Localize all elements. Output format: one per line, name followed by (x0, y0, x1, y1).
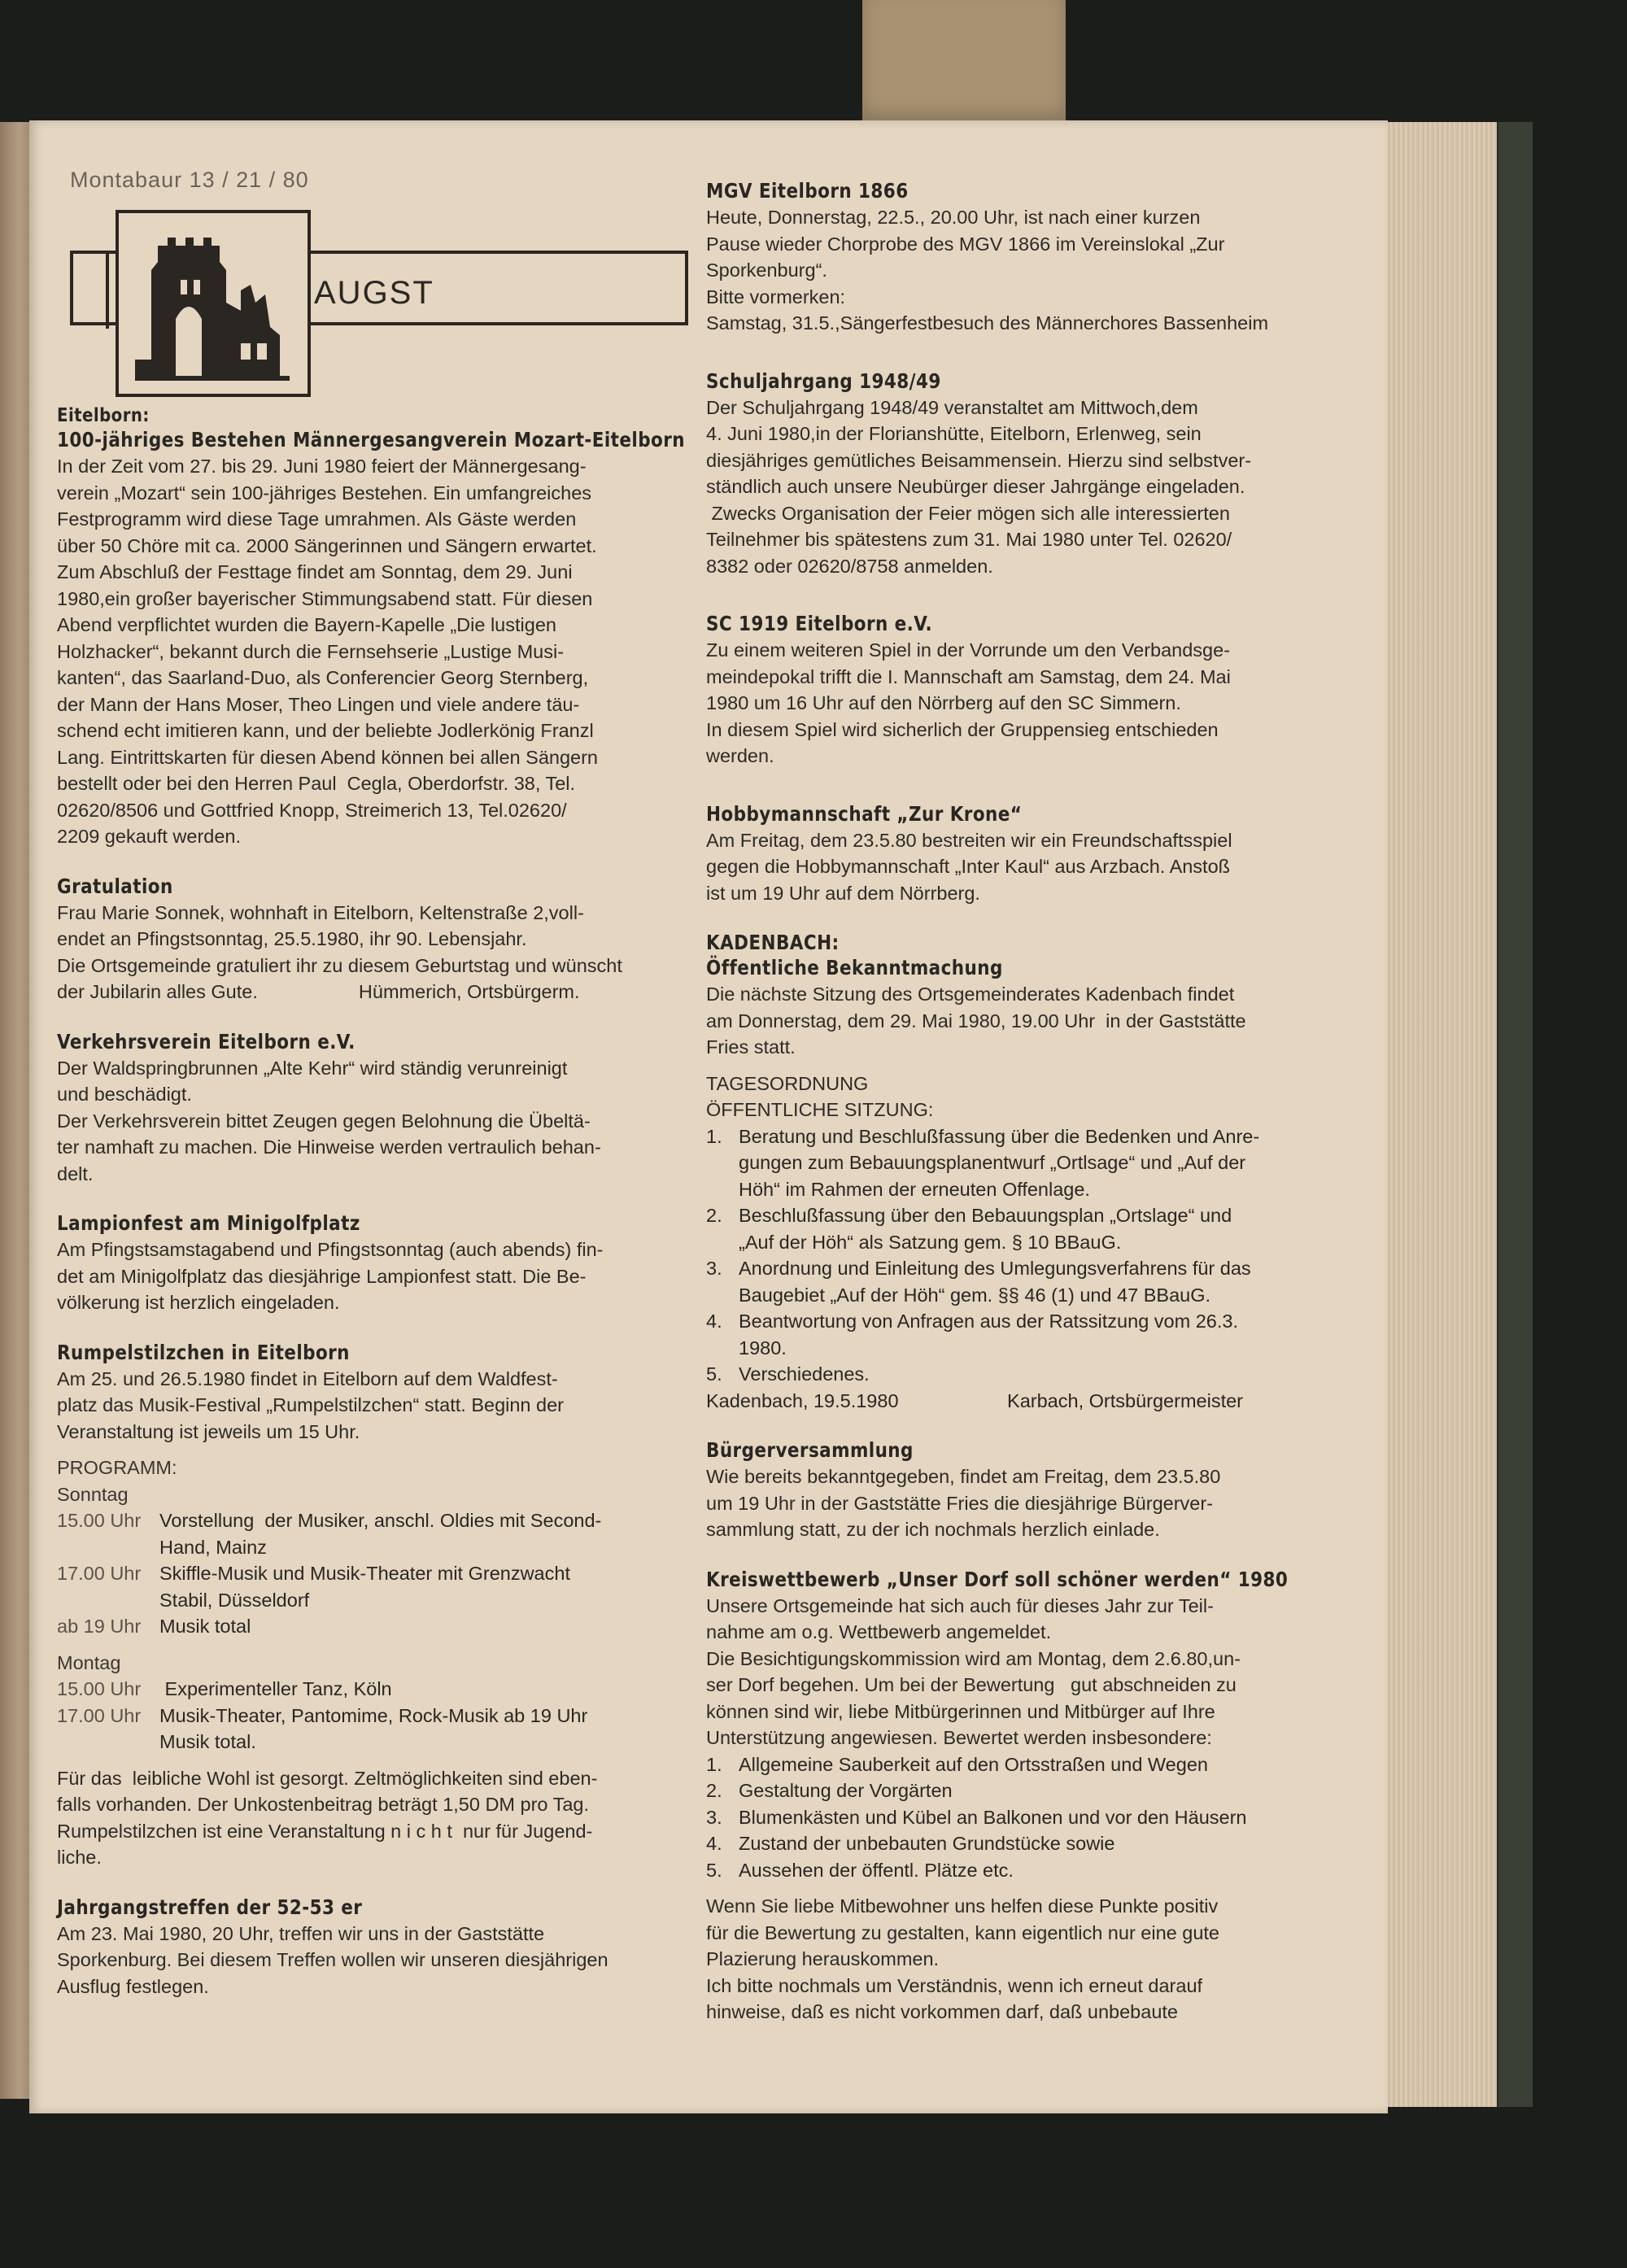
header-divider (106, 254, 109, 329)
verkehrsverein-text: Der Waldspringbrunnen „Alte Kehr“ wird ständig verunreinigt und beschädigt. Der Verkehrsverein bittet Zeugen gegen Belohnung die Übeltä- ter namhaft zu machen. Die Hinweise werden vertraulich behan- delt. (57, 1057, 601, 1184)
gratulation-text: Frau Marie Sonnek, wohnhaft in Eitelborn, Keltenstraße 2,voll- endet an Pfingstsonntag, 25.5.1980, ihr 90. Lebensjahr. Die Ortsgemeinde gratuliert ihr zu diesem Geburtstag und wünscht der Jubilarin alles Gute. Hümmerich, Ortsbürgerm. (57, 901, 622, 1002)
agenda-item (706, 1255, 1373, 1308)
criteria-text: Blumenkästen und Kübel an Balkonen und vor den Häusern (739, 1806, 1247, 1828)
criteria-text: Allgemeine Sauberkeit auf den Ortsstraßen und Wegen (739, 1753, 1208, 1775)
sonntag-program (57, 1507, 708, 1640)
left-column (57, 405, 708, 2000)
bekanntmachung-title: Öffentliche Bekanntmachung (706, 956, 1003, 979)
paper-tab (862, 0, 1066, 122)
agenda-text: Beratung und Beschlußfassung über die Bedenken und Anre- gungen zum Bebauungsplanentwurf „Ortlsage“ und „Auf der Höh“ im Rahmen der erneuten Offenlage. (739, 1125, 1260, 1200)
page-number: Montabaur 13 / 21 / 80 (70, 168, 309, 192)
montag-program (57, 1676, 708, 1756)
agenda-text: Verschiedenes. (739, 1363, 870, 1385)
criteria-list (706, 1751, 1373, 1884)
agenda-item (706, 1308, 1373, 1361)
rumpelstilzchen-text: Am 25. und 26.5.1980 findet in Eitelborn auf dem Waldfest- platz das Musik-Festival „Rumpelstilzchen“ statt. Beginn der Veranstaltung ist jeweils um 15 Uhr. (57, 1367, 564, 1442)
mozart-article-text: In der Zeit vom 27. bis 29. Juni 1980 feiert der Männergesang- verein „Mozart“ sein 100-jähriges Bestehen. Ein umfangreiches Festprogramm wird diese Tage umrahmen. Als Gäste werden über 50 Chöre mit ca. 2000 Sängerinnen und Sängern erwartet. Zum Abschluß der Festtage findet am Sonntag, dem 29. Juni 1980,ein großer bayerischer Stimmungsabend statt. Für diesen Abend verpflichtet wurden die Bayern-Kapelle „Die lustigen Holzhacker“, bekannt durch die Fernsehserie „Lustige Musi- kanten“, das Saarland-Duo, als Conferencier Georg Sternberg, der Mann der Hans Moser, Theo Lingen und viele andere täu- schend echt imitieren kann, und der beliebte Jodlerkönig Franzl Lang. Eintrittskarten für diesen Abend können bei allen Sängern bestellt oder bei den Herren Paul Cegla, Oberdorfstr. 38, Tel. 02620/8506 und Gottfried Knopp, Streimerich 13, Tel.02620/ 2209 gekauft werden. (57, 456, 598, 847)
buergerversammlung-text: Wie bereits bekanntgegeben, findet am Freitag, dem 23.5.80 um 19 Uhr in der Gaststätte Fries die diesjährige Bürgerver- sammlung statt, zu der ich nochmals herzlich einlade. (706, 1466, 1221, 1540)
program-act: Vorstellung der Musiker, anschl. Oldies mit Second- Hand, Mainz (159, 1510, 602, 1558)
gratulation-title: Gratulation (57, 874, 173, 898)
program-time: 17.00 Uhr (57, 1563, 142, 1584)
agenda-num: 4. (706, 1311, 722, 1332)
facing-page-edge (0, 122, 33, 2099)
program-act: Musik-Theater, Pantomime, Rock-Musik ab 19 Uhr Musik total. (159, 1704, 588, 1752)
kreiswettbewerb-text: Unsere Ortsgemeinde hat sich auch für dieses Jahr zur Teil- nahme am o.g. Wettbewerb angemeldet. Die Besichtigungskommission wird am Montag, dem 2.6.80,un- ser Dorf begehen. Um bei der Bewertung gut abschneiden zu können sind wir, liebe Mitbürgerinnen und Mitbürger auf Ihre Unterstützung angewiesen. Bewertet werden insbesondere: (706, 1594, 1241, 1748)
agenda-num: 1. (706, 1125, 722, 1147)
program-time: 15.00 Uhr (57, 1678, 142, 1699)
criteria-num: 5. (706, 1859, 722, 1881)
verkehrsverein-title: Verkehrsverein Eitelborn e.V. (57, 1029, 355, 1053)
agenda-text: Beschlußfassung über den Bebauungsplan „Ortslage“ und „Auf der Höh“ als Satzung gem. § 10 BBauG. (739, 1205, 1232, 1253)
criteria-item (706, 1804, 1373, 1831)
agenda-num: 3. (706, 1258, 722, 1279)
kreiswettbewerb-closing: Wenn Sie liebe Mitbewohner uns helfen diese Punkte positiv für die Bewertung zu gestalten, kann eigentlich nur eine gute Plazierung herauskommen. Ich bitte nochmals um Verständnis, wenn ich erneut darauf hinweise, daß es nicht vorkommen darf, daß unbebaute (706, 1895, 1220, 2022)
binder-spine (1497, 122, 1533, 2107)
page-stack-edges (1383, 122, 1498, 2107)
criteria-text: Aussehen der öffentl. Plätze etc. (739, 1859, 1014, 1881)
program-act: Musik total (159, 1616, 251, 1637)
sonntag-label: Sonntag (57, 1483, 129, 1505)
header-title: AUGST (314, 275, 434, 311)
program-act: Skiffle-Musik und Musik-Theater mit Grenzwacht Stabil, Düsseldorf (159, 1563, 570, 1611)
program-time: 15.00 Uhr (57, 1510, 142, 1531)
criteria-item (706, 1857, 1373, 1884)
agenda-text: Anordnung und Einleitung des Umlegungsverfahrens für das Baugebiet „Auf der Höh“ gem. §§ 46 (1) und 47 BBauG. (739, 1258, 1251, 1306)
sc1919-title: SC 1919 Eitelborn e.V. (706, 612, 933, 635)
program-row (57, 1613, 708, 1640)
program-time: ab 19 Uhr (57, 1616, 142, 1637)
criteria-num: 1. (706, 1753, 722, 1775)
program-act: Experimenteller Tanz, Köln (159, 1678, 392, 1699)
bekanntmachung-text: Die nächste Sitzung des Ortsgemeinderates Kadenbach findet am Donnerstag, dem 29. Mai 1980, 19.00 Uhr in der Gaststätte Fries statt. (706, 984, 1246, 1058)
program-time: 17.00 Uhr (57, 1704, 142, 1726)
eitelborn-place-heading: Eitelborn: (57, 405, 150, 426)
program-row (57, 1676, 708, 1703)
criteria-item (706, 1777, 1373, 1804)
rumpelstilzchen-closing: Für das leibliche Wohl ist gesorgt. Zeltmöglichkeiten sind eben- falls vorhanden. Der Unkostenbeitrag beträgt 1,50 DM pro Tag. Rumpelstilzchen ist eine Veranstaltung n i c h t nur für Jugend- liche. (57, 1767, 598, 1868)
criteria-num: 4. (706, 1833, 722, 1854)
hobby-title: Hobbymannschaft „Zur Krone“ (706, 801, 1023, 826)
program-row (57, 1703, 708, 1756)
program-row (57, 1560, 708, 1613)
agenda-num: 5. (706, 1363, 722, 1385)
agenda-item (706, 1202, 1373, 1255)
sc1919-text: Zu einem weiteren Spiel in der Vorrunde um den Verbandsge- meindepokal trifft die I. Mannschaft am Samstag, dem 24. Mai 1980 um 16 Uhr auf den Nörrberg auf den SC Simmern. In diesem Spiel wird sicherlich der Gruppensieg entschieden werden. (706, 639, 1231, 766)
lampionfest-text: Am Pfingstsamstagabend und Pfingstsonntag (auch abends) fin- det am Minigolfplatz das diesjährige Lampionfest statt. Die Be- völkerung ist herzlich eingeladen. (57, 1239, 604, 1313)
criteria-text: Zustand der unbebauten Grundstücke sowie (739, 1833, 1115, 1854)
lampionfest-title: Lampionfest am Minigolfplatz (57, 1211, 360, 1235)
signature-name: Karbach, Ortsbürgermeister (1007, 1389, 1243, 1411)
agenda-text: Beantwortung von Anfragen aus der Ratssitzung vom 26.3. 1980. (739, 1311, 1238, 1359)
hobby-text: Am Freitag, dem 23.5.80 bestreiten wir ein Freundschaftsspiel gegen die Hobbymannschaft „Inter Kaul“ aus Arzbach. Anstoß ist um 19 Uhr auf dem Nörrberg. (706, 829, 1232, 904)
agenda-num: 2. (706, 1205, 722, 1226)
schuljahrgang-text: Der Schuljahrgang 1948/49 veranstaltet am Mittwoch,dem 4. Juni 1980,in der Florianshütte, Eitelborn, Erlenweg, sein diesjähriges gemütliches Beisammensein. Hierzu sind selbstver- ständlich auch unsere Neubürger dieser Jahrgänge eingeladen. Zwecks Organisation der Feier mögen sich alle interessierten Teilnehmer bis spätestens zum 31. Mai 1980 unter Tel. 02620/ 8382 oder 02620/8758 anmelden. (706, 396, 1252, 577)
criteria-text: Gestaltung der Vorgärten (739, 1780, 953, 1801)
jahrgangstreffen-title: Jahrgangstreffen der 52-53 er (57, 1895, 363, 1919)
jahrgangstreffen-text: Am 23. Mai 1980, 20 Uhr, treffen wir uns in der Gaststätte Sporkenburg. Bei diesem Treffen wollen wir unseren diesjährigen Ausflug festlegen. (57, 1922, 608, 1997)
mgv-text: Heute, Donnerstag, 22.5., 20.00 Uhr, ist nach einer kurzen Pause wieder Chorprobe des MGV 1866 im Vereinslokal „Zur Sporkenburg“. Bitte vormerken: Samstag, 31.5.,Sängerfestbesuch des Männerchores Bassenheim (706, 207, 1269, 334)
agenda-item (706, 1123, 1373, 1203)
programm-label: PROGRAMM: (57, 1457, 177, 1478)
criteria-item (706, 1830, 1373, 1857)
kreiswettbewerb-title: Kreiswettbewerb „Unser Dorf soll schöner werden“ 1980 (706, 1567, 1289, 1591)
mgv-title: MGV Eitelborn 1866 (706, 179, 909, 203)
buergerversammlung-title: Bürgerversammlung (706, 1438, 914, 1462)
criteria-num: 3. (706, 1806, 722, 1828)
criteria-item (706, 1751, 1373, 1778)
criteria-num: 2. (706, 1780, 722, 1801)
kadenbach-place-heading: KADENBACH: (706, 931, 840, 954)
mozart-article-title: 100-jähriges Bestehen Männergesangverein Mozart-Eitelborn (57, 428, 685, 451)
right-column (706, 179, 1373, 2026)
newspaper-page (29, 120, 1388, 2113)
agenda-item (706, 1361, 1373, 1388)
agenda-list (706, 1123, 1373, 1388)
montag-label: Montag (57, 1651, 121, 1673)
agenda-title: TAGESORDNUNG ÖFFENTLICHE SITZUNG: (706, 1072, 934, 1120)
program-row (57, 1507, 708, 1560)
castle-ruin-icon (116, 210, 311, 397)
schuljahrgang-title: Schuljahrgang 1948/49 (706, 369, 941, 393)
rumpelstilzchen-title: Rumpelstilzchen in Eitelborn (57, 1340, 350, 1364)
signature-place-date: Kadenbach, 19.5.1980 (706, 1389, 899, 1411)
kadenbach-signature (706, 1388, 1373, 1415)
